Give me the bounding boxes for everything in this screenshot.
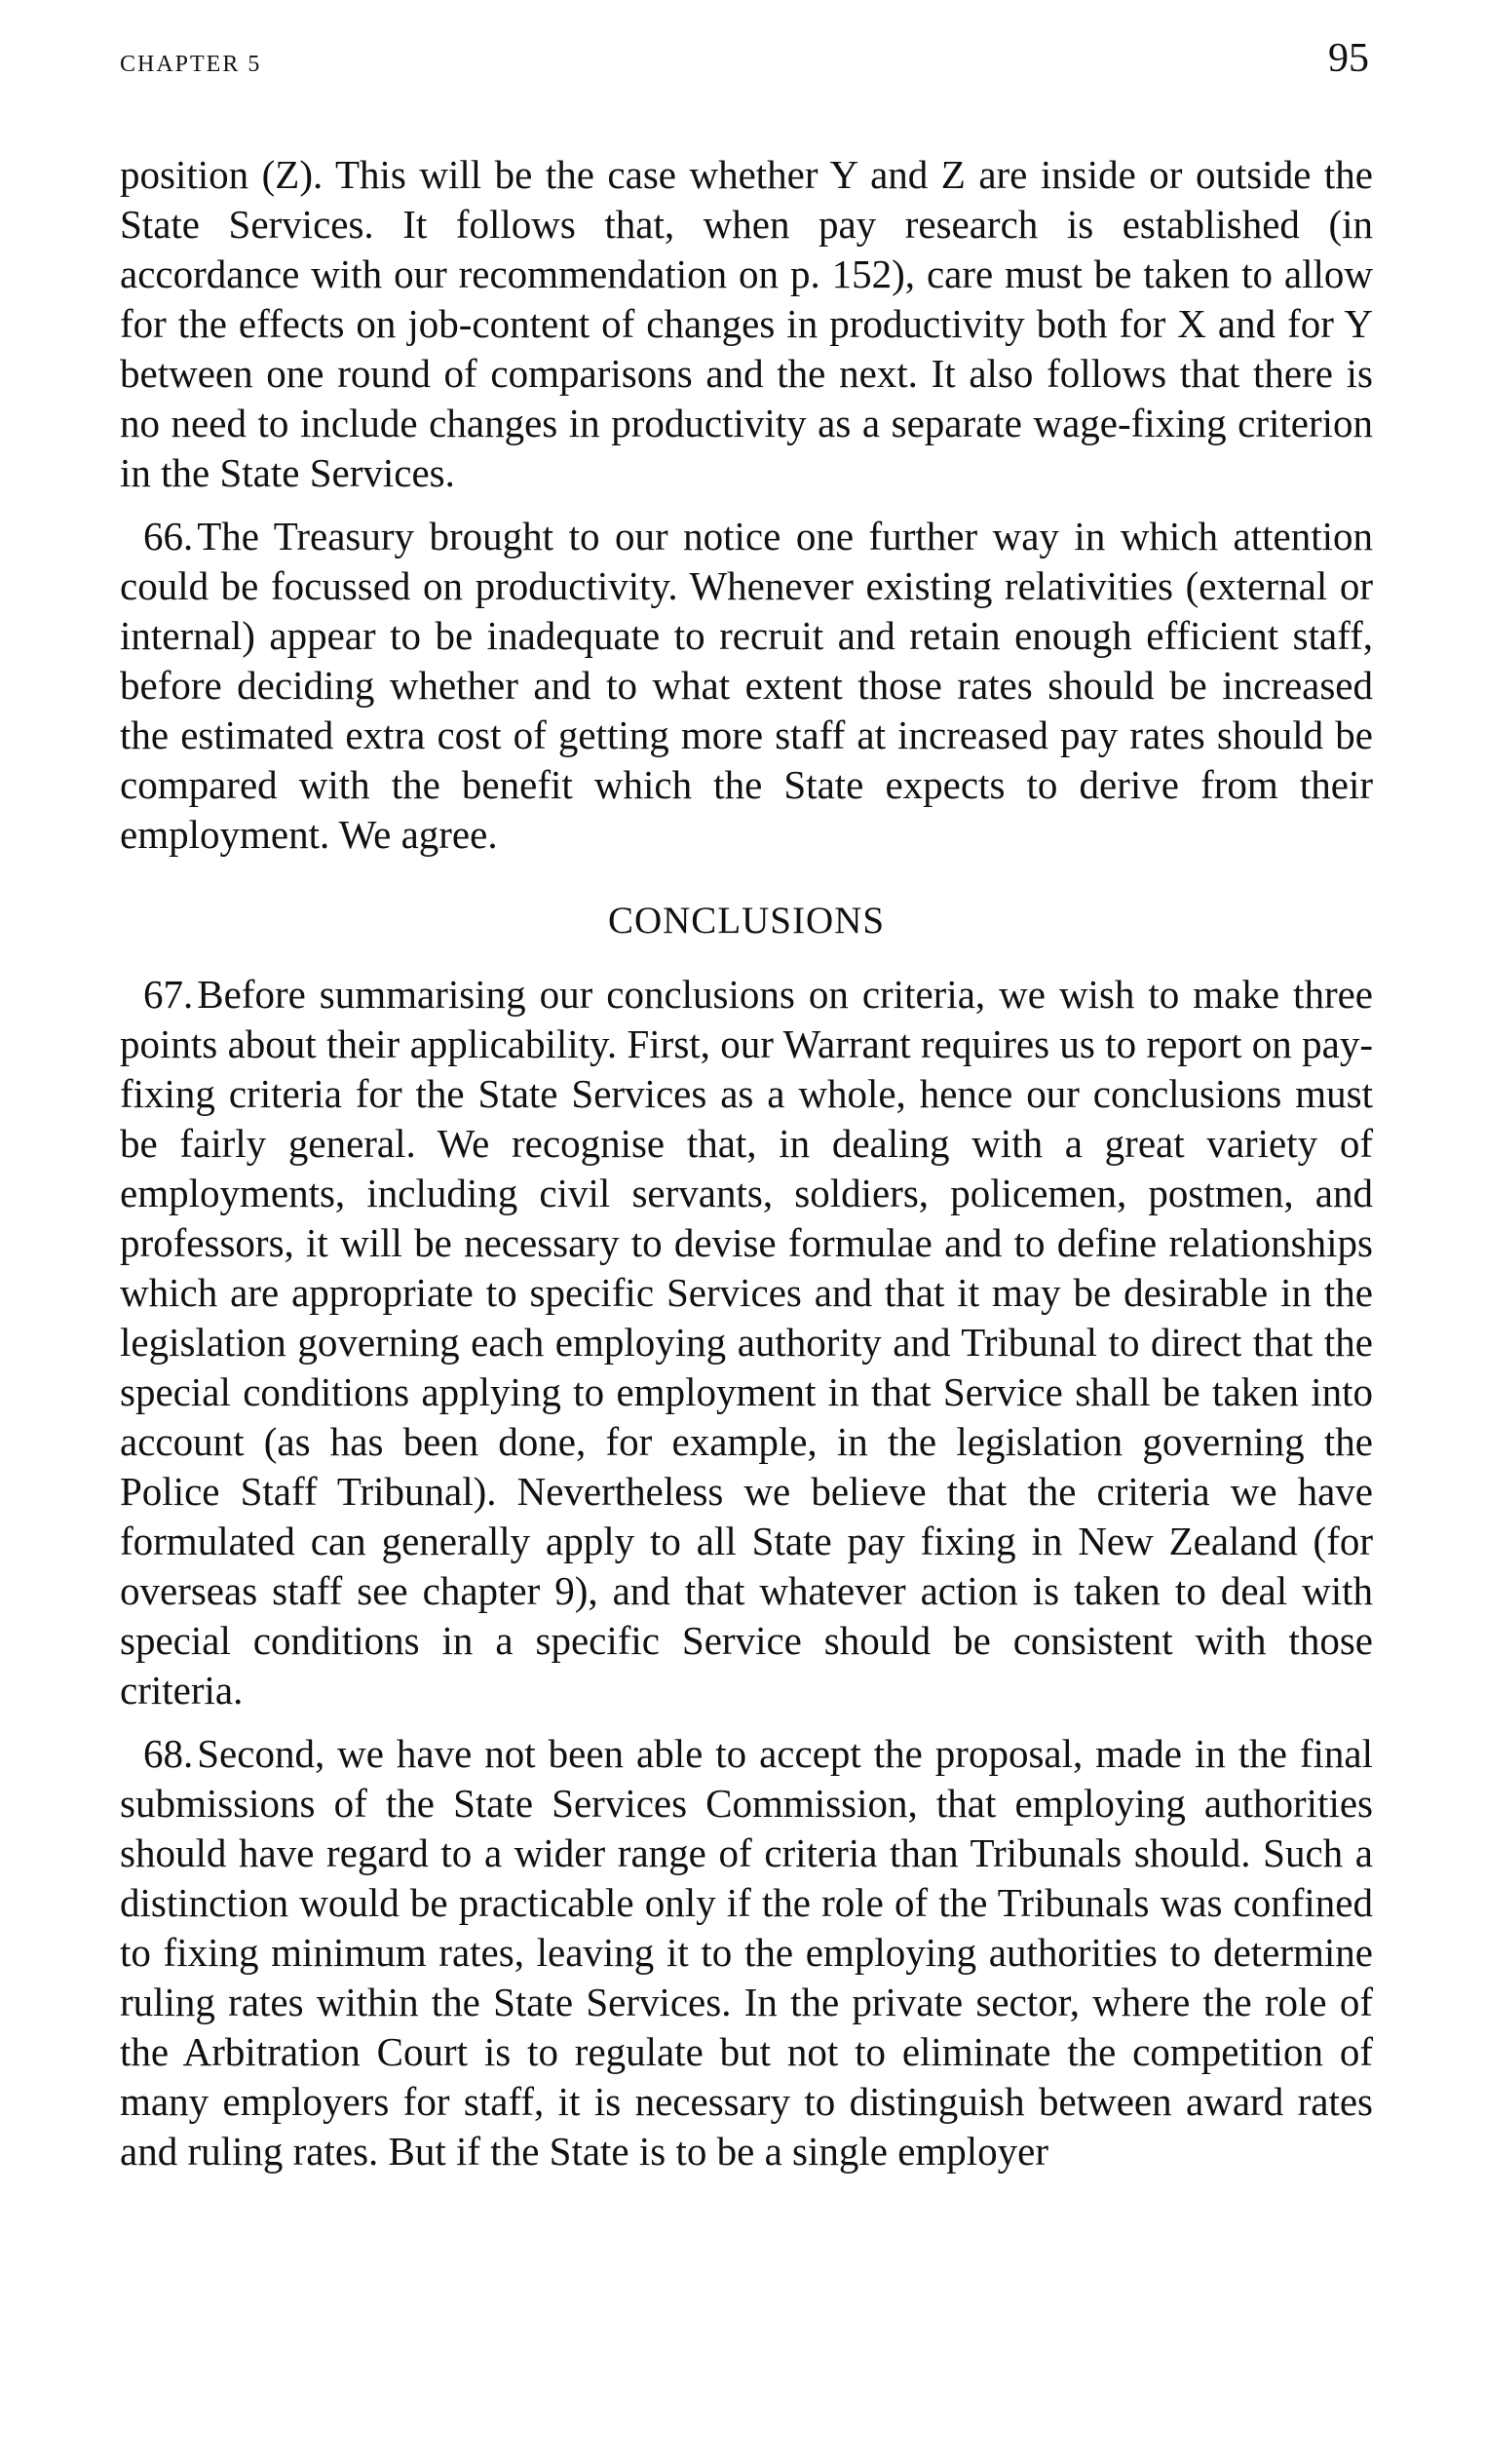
paragraph-number: 68.: [143, 1731, 194, 1776]
page-number: 95: [1328, 36, 1369, 81]
paragraph-text: position (Z). This will be the case whether Y and Z are inside or outside the State Services. It follows that, when pay research is established (in accordance with our recommendation on p. 152), care must be taken to allow for the effects on job-content of changes in productivity both for X and for Y between one round of comparisons and the next. It also follows that there is no need to include changes in productivity as a separate wage-fixing criterion in the State Services.: [120, 152, 1373, 495]
running-header: [120, 35, 1373, 94]
section-heading: CONCLUSIONS: [607, 900, 886, 942]
paragraph-text: The Treasury brought to our notice one further way in which attention could be focussed on productivity. Whenever existing relativities (external or internal) appear to be inadequate to recruit and retain enough efficient staff, before deciding whether and to what extent those rates should be increased the estimated extra cost of getting more staff at increased pay rates should be compared with the benefit which the State expects to derive from their employment. We agree.: [120, 514, 1373, 857]
paragraph-number: 67.: [143, 972, 194, 1017]
paragraph-number: 66.: [143, 514, 194, 558]
chapter-label: CHAPTER 5: [120, 52, 262, 77]
paragraph-67: [120, 970, 1373, 1715]
document-page: [120, 35, 1373, 2190]
paragraph-66: [120, 512, 1373, 860]
paragraph-continued: [120, 150, 1373, 498]
body-text: [120, 150, 1373, 2176]
paragraph-68: [120, 1729, 1373, 2176]
paragraph-text: Before summarising our conclusions on criteria, we wish to make three points about their applicability. First, our Warrant requires us to report on pay-fixing criteria for the State Services as a whole, hence our conclusions must be fairly general. We recognise that, in dealing with a great variety of employments, including civil servants, soldiers, policemen, postmen, and professors, it will be necessary to devise formulae and to define relationships which are appropriate to specific Services and that it may be desirable in the legislation governing each employing authority and Tribunal to direct that the special conditions applying to employment in that Service shall be taken into account (as has been done, for example, in the legislation governing the Police Staff Tribunal). Nevertheless we believe that the criteria we have formulated can generally apply to all State pay fixing in New Zealand (for overseas staff see chapter 9), and that whatever action is taken to deal with special conditions in a specific Service should be consistent with those criteria.: [120, 972, 1373, 1713]
paragraph-text: Second, we have not been able to accept the proposal, made in the final submissions of the State Services Commission, that employing authorities should have regard to a wider range of criteria than Tribunals should. Such a distinction would be practicable only if the role of the Tribunals was confined to fixing minimum rates, leaving it to the employing authorities to determine ruling rates within the State Services. In the private sector, where the role of the Arbitration Court is to regulate but not to eliminate the competition of many employers for staff, it is necessary to distinguish between award rates and ruling rates. But if the State is to be a single employer: [120, 1731, 1373, 2174]
